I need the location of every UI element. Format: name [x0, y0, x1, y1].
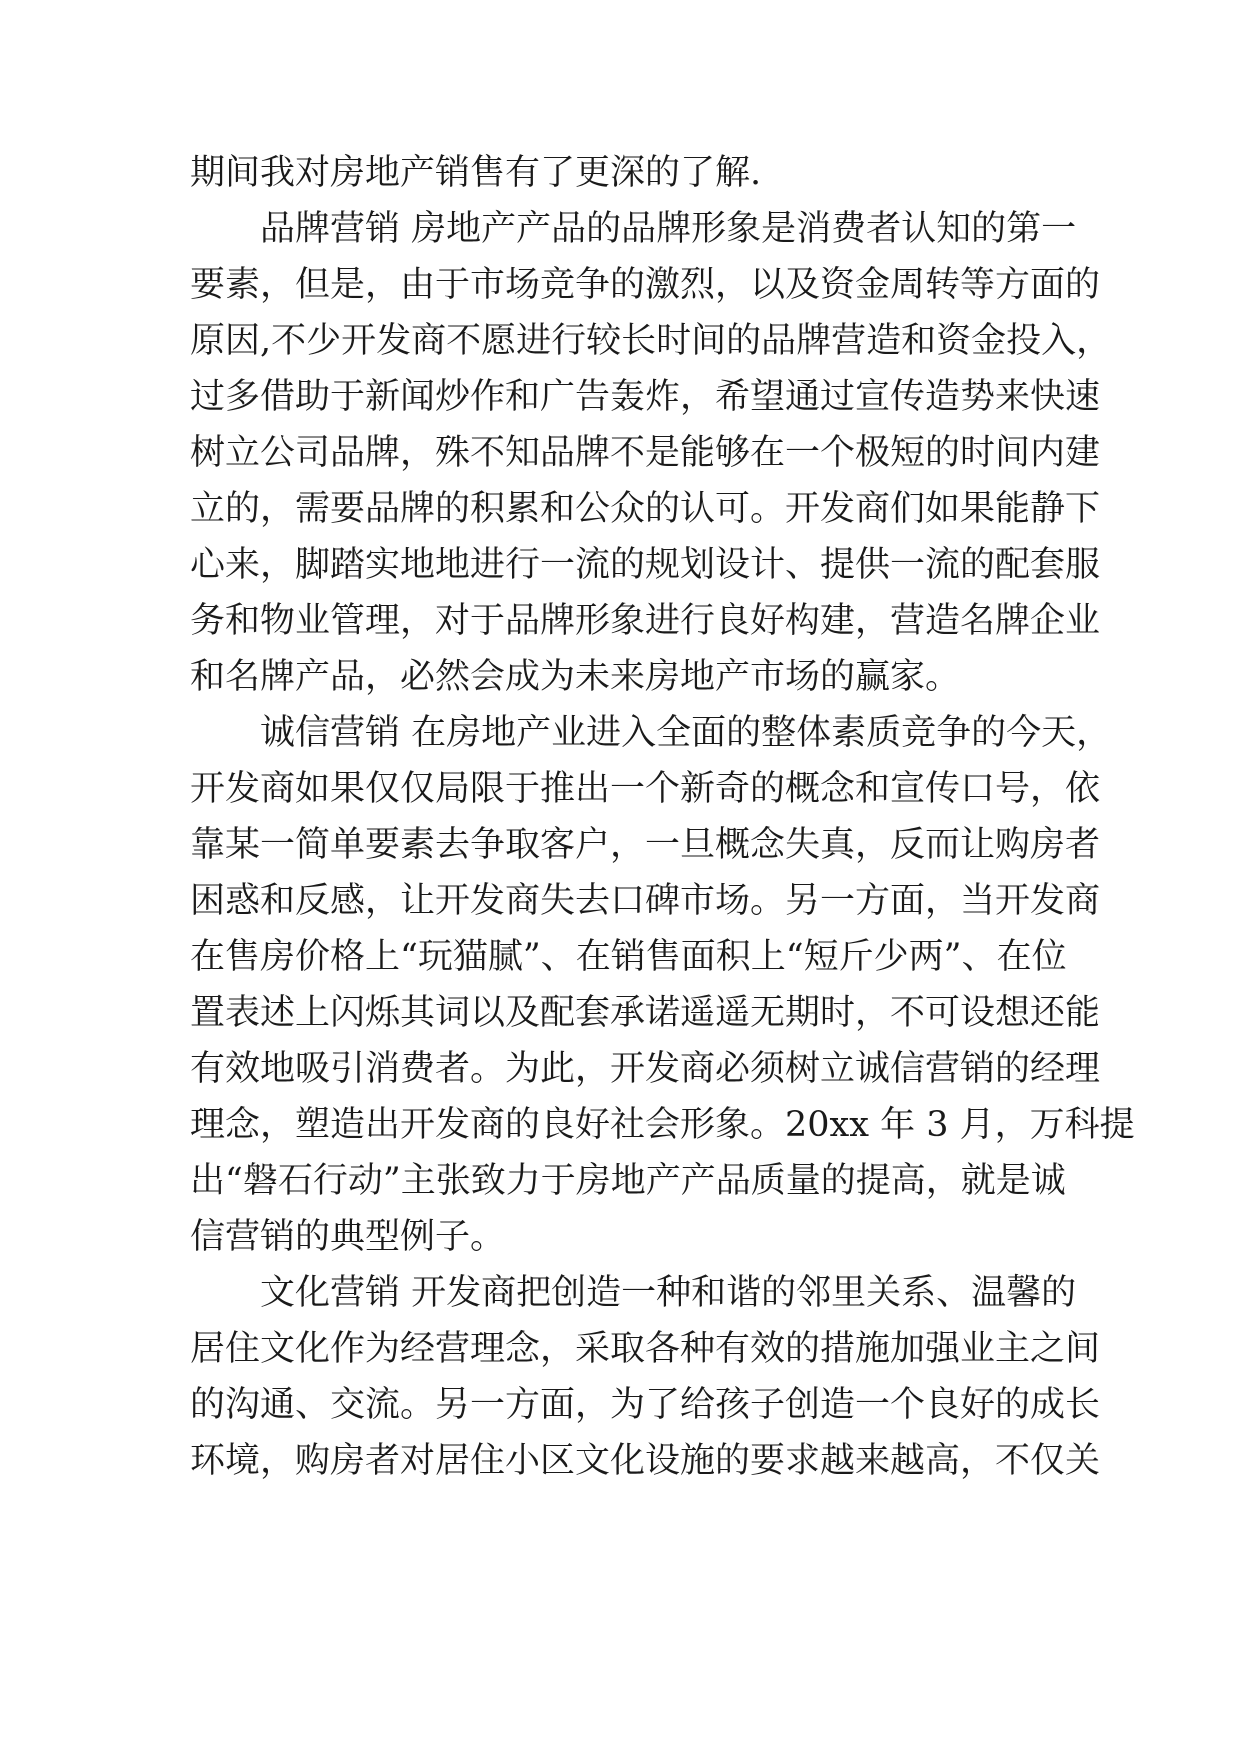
paragraph-culture-marketing-start: 文化营销 开发商把创造一种和谐的邻里关系、温馨的	[260, 1273, 1077, 1313]
text-line: 有效地吸引消费者。为此，开发商必须树立诚信营销的经理	[190, 1049, 1101, 1089]
text-line: 树立公司品牌，殊不知品牌不是能够在一个极短的时间内建	[190, 433, 1101, 473]
text-line: 原因,不少开发商不愿进行较长时间的品牌营造和资金投入，	[190, 321, 1112, 361]
text-line: 心来，脚踏实地地进行一流的规划设计、提供一流的配套服	[190, 545, 1101, 585]
text-line: 环境，购房者对居住小区文化设施的要求越来越高，不仅关	[190, 1441, 1101, 1481]
text-line: 期间我对房地产销售有了更深的了解.	[190, 153, 762, 193]
text-line: 和名牌产品，必然会成为未来房地产市场的赢家。	[190, 657, 961, 697]
text-line: 出“磐石行动”主张致力于房地产产品质量的提高，就是诚	[190, 1161, 1066, 1201]
text-line: 信营销的典型例子。	[190, 1217, 506, 1257]
text-line: 居住文化作为经营理念，采取各种有效的措施加强业主之间	[190, 1329, 1101, 1369]
text-line: 开发商如果仅仅局限于推出一个新奇的概念和宣传口号，依	[190, 769, 1101, 809]
paragraph-integrity-marketing-start: 诚信营销 在房地产业进入全面的整体素质竞争的今天，	[260, 713, 1112, 753]
paragraph-brand-marketing-start: 品牌营销 房地产产品的品牌形象是消费者认知的第一	[260, 209, 1077, 249]
text-line: 靠某一简单要素去争取客户，一旦概念失真，反而让购房者	[190, 825, 1101, 865]
text-line: 困惑和反感，让开发商失去口碑市场。另一方面，当开发商	[190, 881, 1101, 921]
text-line: 要素，但是，由于市场竞争的激烈，以及资金周转等方面的	[190, 265, 1101, 305]
text-line: 的沟通、交流。另一方面，为了给孩子创造一个良好的成长	[190, 1385, 1101, 1425]
text-line: 置表述上闪烁其词以及配套承诺遥遥无期时，不可设想还能	[190, 993, 1101, 1033]
text-line: 过多借助于新闻炒作和广告轰炸，希望通过宣传造势来快速	[190, 377, 1101, 417]
text-line: 务和物业管理，对于品牌形象进行良好构建，营造名牌企业	[190, 601, 1101, 641]
text-line: 在售房价格上“玩猫腻”、在销售面积上“短斤少两”、在位	[190, 937, 1067, 977]
text-line: 立的，需要品牌的积累和公众的认可。开发商们如果能静下	[190, 489, 1101, 529]
text-line: 理念，塑造出开发商的良好社会形象。20xx 年 3 月，万科提	[190, 1105, 1135, 1145]
